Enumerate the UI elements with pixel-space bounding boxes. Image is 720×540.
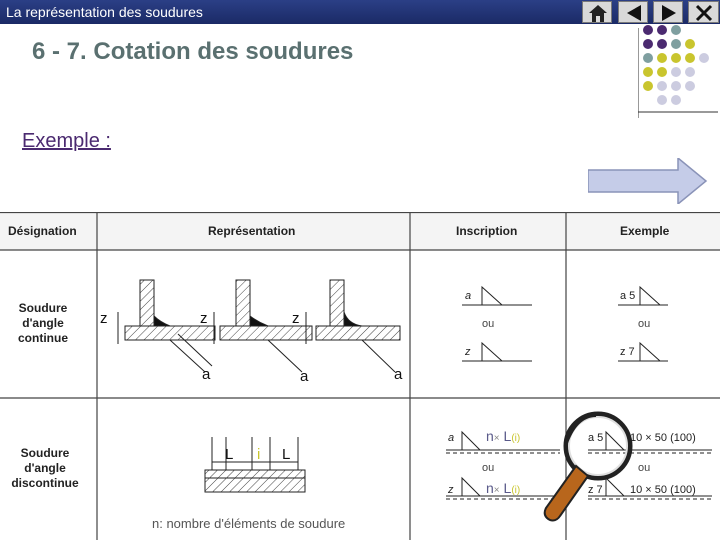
row2-designation: Soudure d'angle discontinue <box>11 446 79 490</box>
example-label: Exemple : <box>22 130 111 152</box>
window-title: La représentation des soudures <box>6 4 203 20</box>
inscription-or-row2: ou <box>482 462 495 474</box>
example-or-row1: ou <box>638 318 651 330</box>
example-a5-row2: a 5 <box>588 432 604 444</box>
back-button[interactable] <box>618 1 648 23</box>
label-z-2: z <box>200 310 208 327</box>
close-button[interactable] <box>688 1 719 23</box>
col-header-inscription: Inscription <box>456 224 518 238</box>
example-value-bottom-row2: 10 × 50 (100) <box>630 484 696 496</box>
label-i: i <box>257 446 261 463</box>
example-or-row2: ou <box>638 462 651 474</box>
home-button[interactable] <box>582 1 612 23</box>
label-a-1: a <box>202 366 211 383</box>
example-z7-row1: z 7 <box>620 346 635 358</box>
triangle-left-icon <box>619 2 649 24</box>
inscription-or-row1: ou <box>482 318 495 330</box>
fillet-weld-sketch-3 <box>306 280 400 372</box>
home-icon <box>583 2 613 24</box>
example-z7-row2: z 7 <box>588 484 603 496</box>
arrow-right-icon <box>588 158 706 204</box>
label-L-2: L <box>282 446 291 463</box>
decorative-dot-grid <box>638 22 718 118</box>
col-header-representation: Représentation <box>208 224 296 238</box>
row1-designation: Soudure d'angle continue <box>18 301 68 345</box>
inscription-z-row1: z <box>465 346 471 358</box>
label-a-2: a <box>300 368 309 385</box>
label-a-3: a <box>394 366 403 383</box>
close-icon <box>689 2 719 24</box>
triangle-right-icon <box>654 2 684 24</box>
inscription-a-row1: a <box>465 290 472 302</box>
inscription-z-row2: z <box>448 484 454 496</box>
col-header-exemple: Exemple <box>620 224 670 238</box>
slide-heading: 6 - 7. Cotation des soudures <box>32 38 354 65</box>
label-z-1: z <box>100 310 108 327</box>
label-z-3: z <box>292 310 300 327</box>
label-L-1: L <box>225 446 234 463</box>
example-a5-row1: a 5 <box>620 290 636 302</box>
inscription-a-row2: a <box>448 432 455 444</box>
title-bar <box>0 0 720 24</box>
example-value-top-row2: 10 × 50 (100) <box>630 432 696 444</box>
formula-row2-bottom: n× L(i) <box>486 480 521 496</box>
col-header-designation: Désignation <box>8 224 77 238</box>
magnifier-icon <box>536 408 656 528</box>
forward-button[interactable] <box>653 1 683 23</box>
formula-row2-top: n× L(i) <box>486 428 521 444</box>
footnote: n: nombre d'éléments de soudure <box>152 516 346 531</box>
next-slide-button[interactable] <box>588 158 708 204</box>
